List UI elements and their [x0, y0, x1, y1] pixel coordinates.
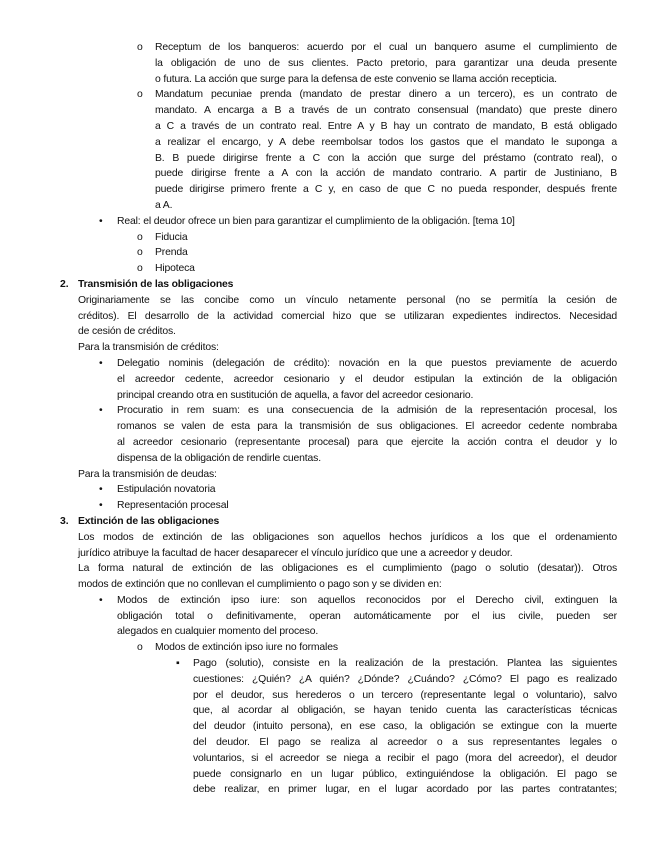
circle-bullet-icon: o — [137, 89, 143, 101]
text-line: que, al acordar al obligación, se hayan tenido cuenta las características técnicas — [193, 705, 617, 717]
text-line: Fiducia — [155, 231, 188, 243]
section-heading — [0, 514, 655, 530]
text-line: Procuratio in rem suam: es una consecuencia de la admisión de la representación procesal, los — [117, 405, 617, 417]
paragraph — [0, 467, 655, 483]
text-line: Modos de extinción ipso iure: son aquellos reconocidos por el Derecho civil, extinguen la — [117, 594, 617, 606]
text-line: jurídico atribuye la facultad de hacer desaparecer el vínculo jurídico que une a acreedor y deudor. — [78, 547, 513, 559]
bullet-icon: • — [99, 500, 103, 512]
text-line: a A. — [155, 199, 173, 211]
text-line: el acreedor cedente, acreedor cesionario y el deudor estipulan la extinción de la obligación — [117, 373, 617, 385]
text-line: créditos). El desarrollo de la actividad comercial hizo que se utilizaran expedientes indirectos. Necesidad — [78, 310, 617, 322]
list-number: 2. — [60, 278, 69, 290]
circle-bullet-icon: o — [137, 231, 143, 243]
circle-bullet-icon: o — [137, 42, 143, 53]
text-line: dispensa de la obligación de rendirle cuentas. — [117, 452, 321, 464]
list-item — [0, 230, 655, 246]
list-item — [0, 261, 655, 277]
text-line: obligación total o definitivamente, operan automáticamente por el ius civile, pueden ser — [117, 610, 617, 622]
text-line: de cesión de créditos. — [78, 326, 176, 338]
bullet-icon: • — [99, 594, 103, 606]
text-line: modos de extinción que no conllevan el cumplimiento o pago son y se dividen en: — [78, 579, 442, 591]
bullet-icon: • — [99, 484, 103, 496]
paragraph — [0, 561, 655, 593]
text-line: del deudor (intuito persona), en ese caso, la obligación se extingue con la muerte — [193, 721, 617, 733]
text-line: Prenda — [155, 247, 188, 259]
text-line: cuestiones: ¿Quién? ¿A quién? ¿Dónde? ¿Cuándo? ¿Cómo? El pago es realizado — [193, 673, 617, 685]
text-line: romanos se valen de esta para la transmisión de sus obligaciones. El acreedor cedente nombraba — [117, 421, 617, 433]
list-item — [0, 356, 655, 403]
list-item — [0, 640, 655, 656]
text-line: Real: el deudor ofrece un bien para garantizar el cumplimiento de la obligación. [tema 10] — [117, 215, 515, 227]
list-item — [0, 87, 655, 213]
list-number: 3. — [60, 515, 69, 527]
paragraph — [0, 293, 655, 340]
text-line: o futura. La acción que surge para la defensa de este convenio se llama acción recepticia. — [155, 73, 557, 85]
text-line: Transmisión de las obligaciones — [78, 278, 234, 290]
text-line: del deudor. El pago se realiza al acreedor o a sus representantes legales o — [193, 737, 617, 749]
text-line: alegados en cualquier momento del proceso. — [117, 626, 319, 638]
text-line: La forma natural de extinción de las obligaciones es el cumplimiento (pago o solutio (desatar)). Otros — [78, 563, 617, 575]
text-line: Los modos de extinción de las obligaciones son aquellos hechos jurídicos a los que el ordenamiento — [78, 531, 617, 543]
document-page — [0, 40, 655, 798]
text-line: voluntarios, si el acreedor se niega a recibir el pago (mora del acreedor), el deudor — [193, 752, 617, 764]
text-line: puede dirigirse frente a A con la acción de mandato contrario. A partir de Justiniano, B — [155, 168, 617, 180]
text-line: puede consignarlo en un lugar público, extinguiéndose la obligación. El pago se — [193, 768, 617, 780]
text-line: Representación procesal — [117, 500, 229, 512]
text-line: B. B puede dirigirse frente a C con la acción que surge del préstamo (contrato real), o — [155, 152, 617, 164]
text-line: mandato. A encarga a B a través de un contrato consensual (mandato) que preste dinero — [155, 105, 617, 117]
text-line: por el deudor, sus herederos o un tercero (representante legal o voluntario), salvo — [193, 689, 617, 701]
bullet-icon: • — [99, 357, 103, 369]
text-line: Delegatio nominis (delegación de crédito): novación en la que puestos previamente de acuerdo — [117, 357, 617, 369]
text-line: Originariamente se las concibe como un vínculo netamente personal (no se permitía la cesión de — [78, 294, 617, 306]
text-line: Mandatum pecuniae prenda (mandato de prestar dinero a un tercero), es un contrato de — [155, 89, 617, 101]
text-line: puede dirigirse primero frente a C y, en caso de que C no pueda responder, después frente — [155, 184, 617, 196]
list-item — [0, 656, 655, 798]
section-heading — [0, 277, 655, 293]
paragraph — [0, 340, 655, 356]
circle-bullet-icon: o — [137, 642, 143, 654]
list-item — [0, 245, 655, 261]
list-item — [0, 498, 655, 514]
text-line: Modos de extinción ipso iure no formales — [155, 642, 338, 654]
text-line: a C a través de un contrato real. Entre A y B hay un contrato de mandato, B está obligado — [155, 120, 617, 132]
text-line: a realizar el encargo, y A debe reembolsar todos los gastos que el mandato le suponga a — [155, 136, 617, 148]
list-item — [0, 214, 655, 230]
paragraph — [0, 530, 655, 562]
text-line: Hipoteca — [155, 263, 195, 275]
text-line: Para la transmisión de créditos: — [78, 342, 219, 354]
list-item — [0, 482, 655, 498]
bullet-icon: • — [99, 405, 103, 417]
text-line: Pago (solutio), consiste en la realización de la prestación. Plantea las siguientes — [193, 658, 617, 670]
list-item — [0, 593, 655, 640]
text-line: Receptum de los banqueros: acuerdo por el cual un banquero asume el cumplimiento de — [155, 42, 617, 53]
bullet-icon: • — [99, 215, 103, 227]
text-line: al acreedor cesionario (representante procesal) para que ejercite la acción contra el deudor y lo — [117, 436, 617, 448]
circle-bullet-icon: o — [137, 247, 143, 259]
text-line: Para la transmisión de deudas: — [78, 468, 217, 480]
circle-bullet-icon: o — [137, 263, 143, 275]
square-bullet-icon: ▪ — [176, 658, 180, 670]
text-line: Estipulación novatoria — [117, 484, 216, 496]
text-line: debe realizar, en primer lugar, en el lugar acordado por las partes contratantes; — [193, 784, 617, 796]
text-line: la obligación de uno de sus clientes. Pacto pretorio, para garantizar una deuda presente — [155, 57, 617, 69]
list-item — [0, 40, 655, 87]
list-item — [0, 403, 655, 466]
text-line: principal creando otra en sustitución de aquella, a favor del acreedor cesionario. — [117, 389, 474, 401]
text-line: Extinción de las obligaciones — [78, 515, 220, 527]
